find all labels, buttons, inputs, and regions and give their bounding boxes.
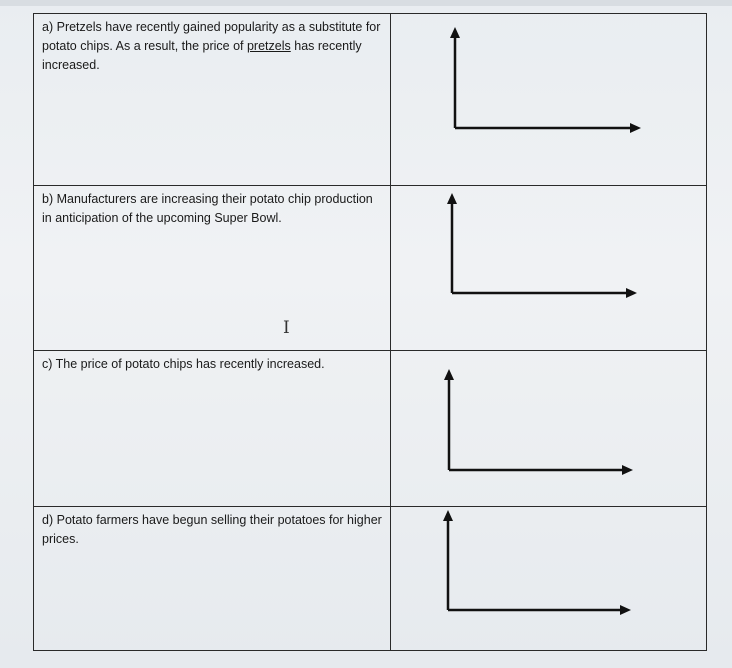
text-cursor-icon: I bbox=[283, 318, 290, 338]
question-cell-d bbox=[34, 507, 391, 651]
question-body-b: Manufacturers are increasing their potato chip production in anticipation of the upcoming Super Bowl. bbox=[42, 192, 373, 225]
question-body-d: Potato farmers have begun selling their potatoes for higher prices. bbox=[42, 513, 382, 546]
question-text-c bbox=[42, 355, 382, 374]
question-body-c: The price of potato chips has recently increased. bbox=[55, 357, 325, 371]
question-cell-c bbox=[34, 351, 391, 507]
table-row bbox=[34, 186, 707, 351]
question-label-b: b) bbox=[42, 192, 54, 206]
question-label-d: d) bbox=[42, 513, 54, 527]
table-row bbox=[34, 351, 707, 507]
graph-cell-a[interactable] bbox=[391, 14, 707, 186]
question-body-a-part2: has recently increased. bbox=[42, 39, 362, 72]
axis-arrows-icon bbox=[391, 14, 706, 186]
worksheet-table bbox=[33, 13, 707, 651]
axis-arrows-icon bbox=[391, 507, 706, 651]
graph-cell-b[interactable] bbox=[391, 186, 707, 351]
axis-arrows-icon bbox=[391, 186, 706, 351]
question-label-a: a) bbox=[42, 20, 54, 34]
question-label-c: c) bbox=[42, 357, 53, 371]
table-row bbox=[34, 14, 707, 186]
question-text-a bbox=[42, 18, 382, 75]
graph-cell-d[interactable] bbox=[391, 507, 707, 651]
graph-cell-c[interactable] bbox=[391, 351, 707, 507]
axis-arrows-icon bbox=[391, 351, 706, 507]
top-edge bbox=[0, 0, 732, 6]
question-cell-a bbox=[34, 14, 391, 186]
table-row bbox=[34, 507, 707, 651]
question-text-d bbox=[42, 511, 382, 549]
question-text-b bbox=[42, 190, 382, 228]
question-cell-b bbox=[34, 186, 391, 351]
underlined-word: pretzels bbox=[246, 39, 291, 53]
question-body-a-part1: Pretzels have recently gained popularity as a substitute for potato chips. As a result, the price of bbox=[42, 20, 381, 53]
